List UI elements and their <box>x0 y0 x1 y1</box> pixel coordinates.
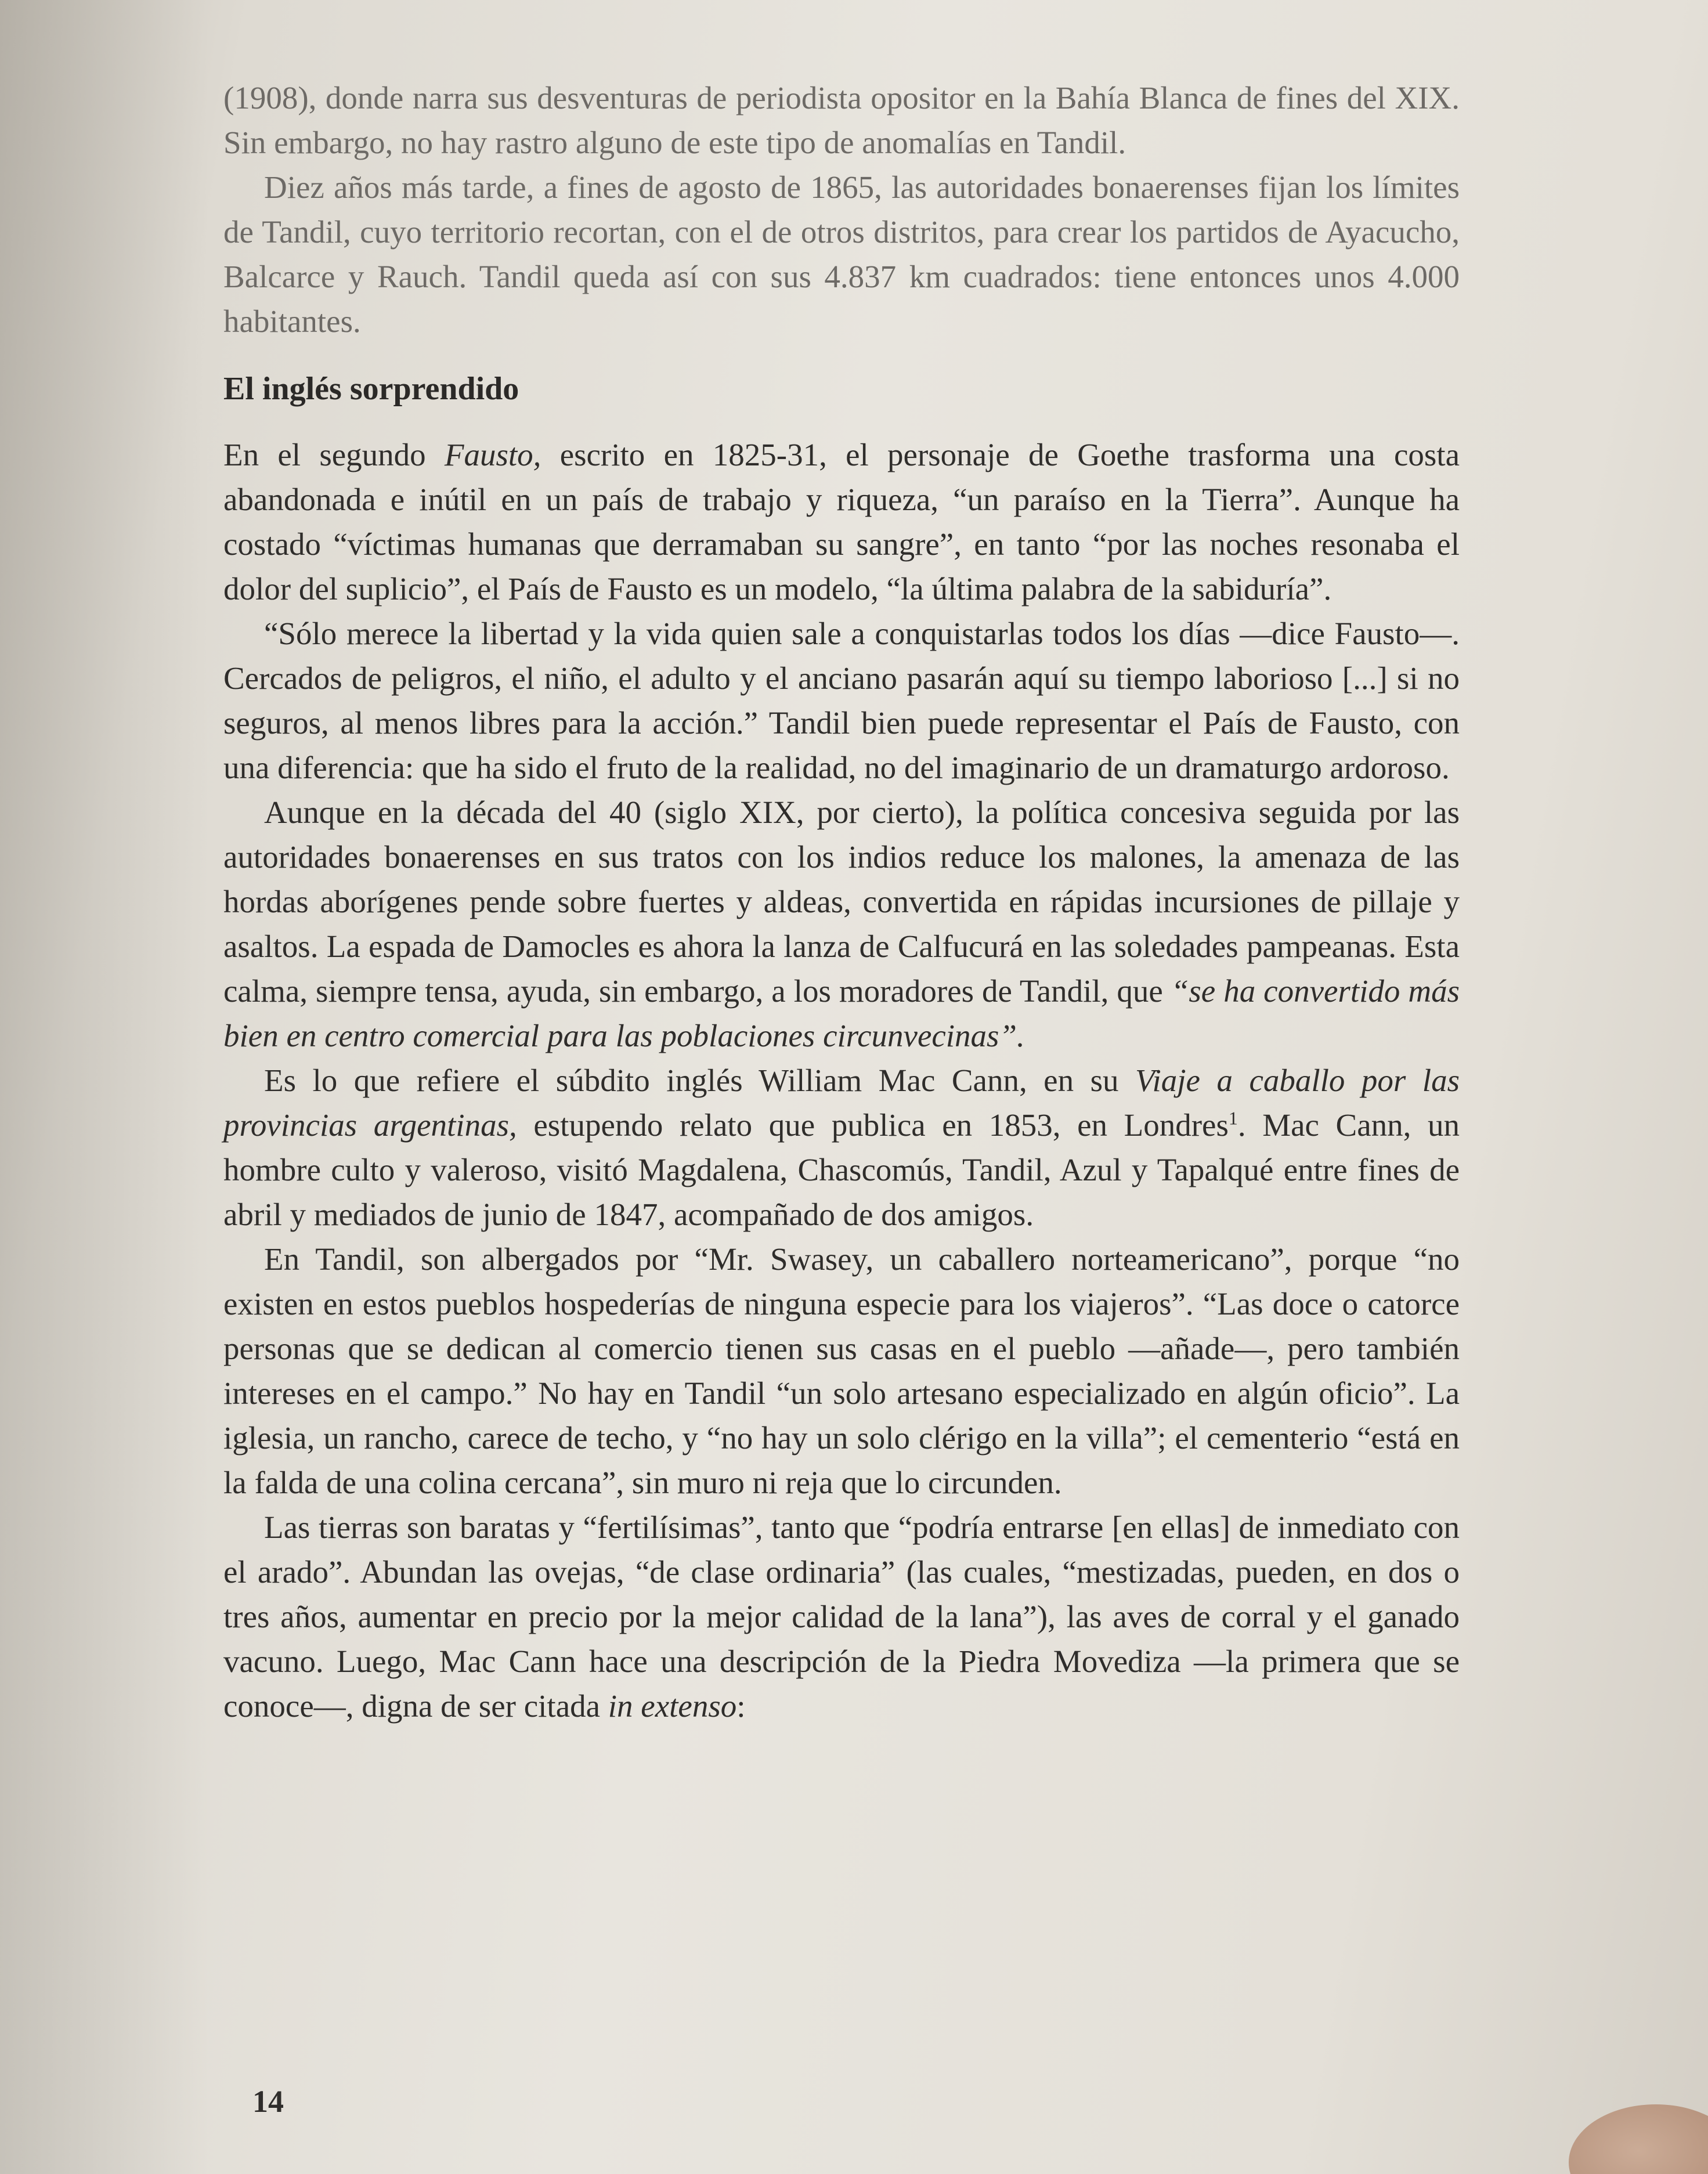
paragraph-2: “Sólo merece la libertad y la vida quien sale a conquistarlas todos los días —dice Fausto—. Cercados de peligros, el niño, el adulto y el anciano pasarán aquí su tiempo laborioso [...] si no seguros, al menos libres para la acción.” Tandil bien puede representar el País de Fausto, con una diferencia: que ha sido el fruto de la realidad, no del imaginario de un dramaturgo ardoroso. <box>223 616 1460 785</box>
paragraph-intro-1: (1908), donde narra sus desventuras de periodista opositor en la Bahía Blanca de fines del XIX. Sin embargo, no hay rastro alguno de este tipo de anomalías en Tandil. <box>223 80 1460 160</box>
paragraph-3-italic: “se ha convertido más bien en centro comercial para las poblaciones circunvecinas”. <box>223 973 1460 1053</box>
paragraph-1-text-c: escrito en 1825-31, el personaje de Goethe trasforma una costa abandonada e inútil en un país de trabajo y riqueza, “un paraíso en la Tierra”. Aunque ha costado “víctimas humanas que derramaban su sangre”, en tanto “por las noches resonaba el dolor del suplicio”, el País de Fausto es un modelo, “la última palabra de la sabiduría”. <box>223 437 1460 606</box>
page-shadow <box>0 0 209 2174</box>
paragraph-6-italic: in extenso <box>608 1688 737 1724</box>
paragraph-4 <box>223 1058 1460 1237</box>
paragraph-6 <box>223 1505 1460 1728</box>
paragraph-3-text-a: Aunque en la década del 40 (siglo XIX, por cierto), la política concesiva seguida por las autoridades bonaerenses en sus tratos con los indios reduce los malones, la amenaza de las hordas aborígenes pende sobre fuertes y aldeas, convertida en rápidas incursiones de pillaje y asaltos. La espada de Damocles es ahora la lanza de Calfucurá en las soledades pampeanas. Esta calma, siempre tensa, ayuda, sin embargo, a los moradores de Tandil, que <box>223 795 1460 1009</box>
page-number: 14 <box>252 2084 284 2119</box>
paragraph-1-text-a: En el segundo <box>223 437 445 472</box>
paragraph-4-text-c: estupendo relato que publica en 1853, en Londres <box>517 1107 1229 1143</box>
paragraph-4-text-a: Es lo que refiere el súbdito inglés William Mac Cann, en su <box>264 1063 1135 1098</box>
paragraph-4-italic: Viaje a caballo por las provincias argentinas, <box>223 1063 1460 1143</box>
paragraph-intro-2: Diez años más tarde, a fines de agosto de 1865, las autoridades bonaerenses fijan los límites de Tandil, cuyo territorio recortan, con el de otros distritos, para crear los partidos de Ayacucho, Balcarce y Rauch. Tandil queda así con sus 4.837 km cuadrados: tiene entonces unos 4.000 habitantes. <box>223 169 1460 339</box>
thumb-photo-artifact <box>1569 2104 1708 2174</box>
paragraph-3 <box>223 790 1460 1058</box>
paragraph-5: En Tandil, son albergados por “Mr. Swasey, un caballero norteamericano”, porque “no existen en estos pueblos hospederías de ninguna especie para los viajeros”. “Las doce o catorce personas que se dedican al comercio tienen sus casas en el pueblo —añade—, pero también intereses en el campo.” No hay en Tandil “un solo artesano especializado en algún oficio”. La iglesia, un rancho, carece de techo, y “no hay un solo clérigo en la villa”; el cementerio “está en la falda de una colina cercana”, sin muro ni reja que lo circunden. <box>223 1241 1460 1500</box>
paragraph-6-text-a: Las tierras son baratas y “fertilísimas”, tanto que “podría entrarse [en ellas] de inmediato con el arado”. Abundan las ovejas, “de clase ordinaria” (las cuales, “mestizadas, pueden, en dos o tres años, aumentar en precio por la mejor calidad de la lana”), las aves de corral y el ganado vacuno. Luego, Mac Cann hace una descripción de la Piedra Movediza —la primera que se conoce—, digna de ser citada <box>223 1509 1460 1724</box>
body-text <box>223 75 1460 1728</box>
paragraph-6-text-c: : <box>736 1688 746 1724</box>
paragraph-1-italic: Fausto, <box>444 437 541 472</box>
footnote-marker: 1 <box>1228 1107 1238 1129</box>
paragraph-4-text-d: . Mac Cann, un hombre culto y valeroso, visitó Magdalena, Chascomús, Tandil, Azul y Tapalqué entre fines de abril y mediados de junio de 1847, acompañado de dos amigos. <box>223 1107 1460 1232</box>
paragraph-1 <box>223 432 1460 611</box>
section-heading: El inglés sorprendido <box>223 371 519 407</box>
